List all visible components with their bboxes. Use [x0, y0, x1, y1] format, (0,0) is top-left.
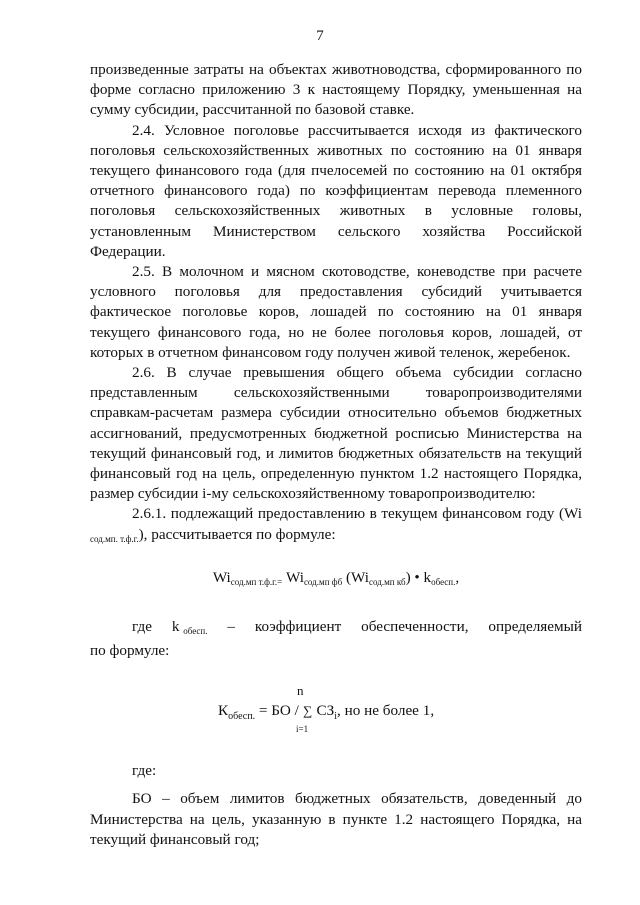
paragraph-2-5: 2.5. В молочном и мясном скотоводстве, коневодстве при расчете условного поголовья для предоставления субсидий учитывается фактическое поголовье коров, лошадей по состоянию на 01 января текущего финансового года, но не более поголовья коров, лошадей, от которых в отчетном финансовом году получен живой теленок, жеребенок.	[90, 263, 582, 361]
formula-cz-sub: i	[334, 711, 337, 723]
formula-subsidy	[90, 567, 582, 593]
where-label: где	[132, 617, 152, 635]
formula-term: ,	[455, 568, 460, 586]
sum-upper-limit: n	[297, 683, 304, 699]
p261-start: 2.6.1. подлежащий предоставлению в текущем финансовом году (Wi	[132, 505, 582, 523]
formula-cz: СЗ	[312, 702, 335, 720]
sigma-icon: ∑	[303, 703, 313, 719]
formula-sub: сод.мп кб	[369, 576, 406, 587]
definition-bo: БО – объем лимитов бюджетных обязательств, доведенный до Министерства на цель, указанную в пункте 1.2 настоящего Порядка, на текущий финансовый год;	[90, 790, 582, 848]
paragraph-2-6: 2.6. В случае превышения общего объема субсидии согласно представленным сельскохозяйственными товаропроизводителями справкам-расчетам размера субсидии относительно объемов бюджетных ассигнований, предусмотренных бюджетной росписью Министерства на текущий финансовый год, и лимитов бюджетных обязательств на текущий финансовый год на цель, определенную пунктом 1.2 настоящего Порядка, размер субсидии i-му сельскохозяйственному товаропроизводителю:	[90, 364, 582, 503]
k-sub: обесп.	[183, 625, 208, 636]
word-determined: определяемый	[488, 617, 582, 635]
page-number: 7	[316, 28, 324, 44]
dash: –	[227, 617, 235, 635]
formula-tail: , но не более 1,	[336, 702, 435, 720]
document-body	[90, 60, 582, 850]
formula-term: Wi	[282, 568, 304, 586]
where-k-continuation: по формуле:	[90, 642, 170, 660]
formula-k-sub: обесп.	[228, 711, 256, 723]
where-k-line	[90, 617, 582, 641]
formula-sub: сод.мп фб	[303, 576, 343, 587]
formula-sub: сод.мп т.ф.г.=	[230, 576, 283, 587]
word-provision: обеспеченности,	[361, 617, 469, 635]
formula-k: К	[218, 702, 229, 720]
k-letter: k	[171, 617, 180, 635]
where-label-2: где:	[132, 762, 157, 780]
sum-lower-limit: i=1	[296, 724, 309, 735]
p261-end: ), рассчитывается по формуле:	[138, 525, 336, 543]
formula-term: ) • k	[405, 568, 432, 586]
formula-term: (Wi	[342, 568, 369, 586]
p261-sub: сод.мп. т.ф.г.	[90, 533, 139, 544]
paragraph-2-6-1	[90, 504, 582, 548]
formula-main-line	[218, 701, 434, 727]
word-coefficient: коэффициент	[254, 617, 342, 635]
formula-term: Wi	[212, 568, 231, 586]
formula-eq: = БО /	[255, 702, 303, 720]
paragraph-2-4: 2.4. Условное поголовье рассчитывается исходя из фактического поголовья сельскохозяйственных животных по состоянию на 01 января текущего финансового года (для пчелосемей по состоянию на 01 октября отчетного финансового года) по коэффициентам перевода племенного поголовья сельскохозяйственных животных в условные головы, установленным Министерством сельского хозяйства Российской Федерации.	[90, 121, 582, 260]
k-symbol	[172, 617, 208, 641]
formula-coefficient	[90, 671, 582, 743]
formula-sub: обесп.	[431, 576, 456, 587]
paragraph-continuation: произведенные затраты на объектах животноводства, сформированного по форме согласно приложению 3 к настоящему Порядку, уменьшенная на сумму субсидии, рассчитанной по базовой ставке.	[90, 61, 582, 119]
